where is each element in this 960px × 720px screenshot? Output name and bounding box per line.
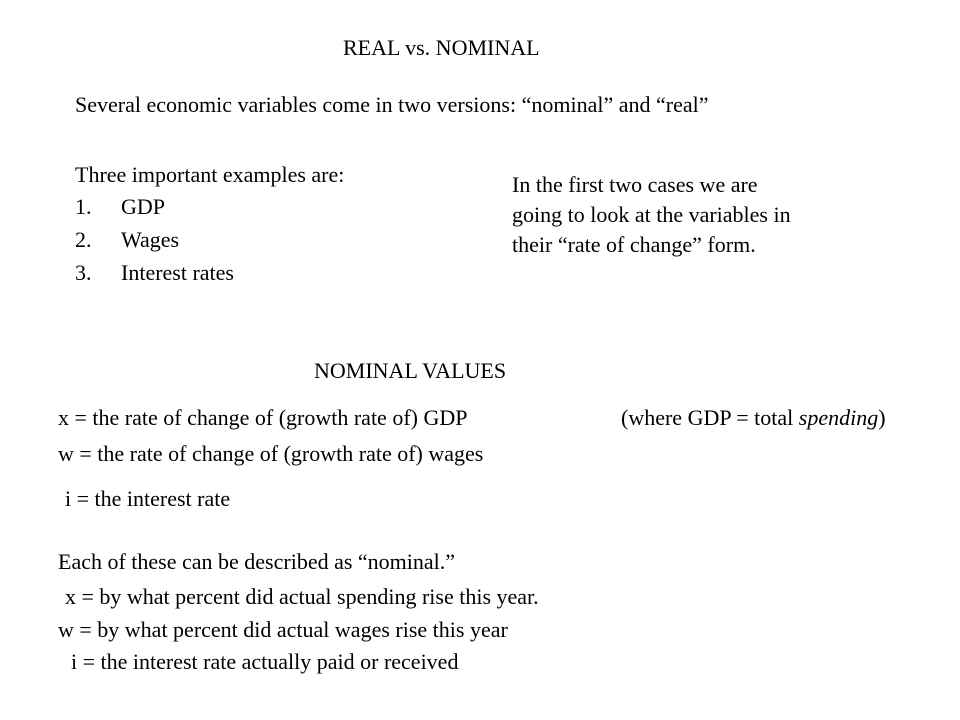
list-item-label: GDP [121, 194, 166, 219]
rate-of-change-note [512, 170, 872, 260]
nominal-heading: Each of these can be described as “nominal.” [58, 549, 456, 574]
definition-x-note-suffix: ) [878, 405, 886, 430]
definition-x-note [621, 405, 886, 431]
definition-i: i = the interest rate [65, 486, 231, 511]
definition-x: x = the rate of change of (growth rate of) GDP [58, 405, 468, 430]
list-item-number: 3. [75, 260, 92, 285]
list-item [75, 194, 165, 220]
note-line: going to look at the variables in [512, 202, 791, 227]
list-item-label: Wages [121, 227, 180, 252]
note-line: their “rate of change” form. [512, 232, 756, 257]
list-item [75, 260, 234, 286]
nominal-line-i: i = the interest rate actually paid or received [71, 649, 459, 674]
definition-x-note-prefix: (where GDP = total [621, 405, 799, 430]
list-item-number: 2. [75, 227, 92, 252]
section-heading: NOMINAL VALUES [314, 358, 507, 383]
list-item-number: 1. [75, 194, 92, 219]
list-item-label: Interest rates [121, 260, 234, 285]
note-line: In the first two cases we are [512, 172, 758, 197]
list-item [75, 227, 179, 253]
definition-x-note-italic: spending [798, 405, 879, 430]
nominal-line-x: x = by what percent did actual spending rise this year. [65, 584, 539, 609]
slide-title: REAL vs. NOMINAL [343, 35, 540, 60]
examples-heading: Three important examples are: [75, 162, 345, 187]
intro-text: Several economic variables come in two versions: “nominal” and “real” [75, 92, 709, 117]
nominal-line-w: w = by what percent did actual wages rise this year [58, 617, 508, 642]
definition-w: w = the rate of change of (growth rate of) wages [58, 441, 484, 466]
